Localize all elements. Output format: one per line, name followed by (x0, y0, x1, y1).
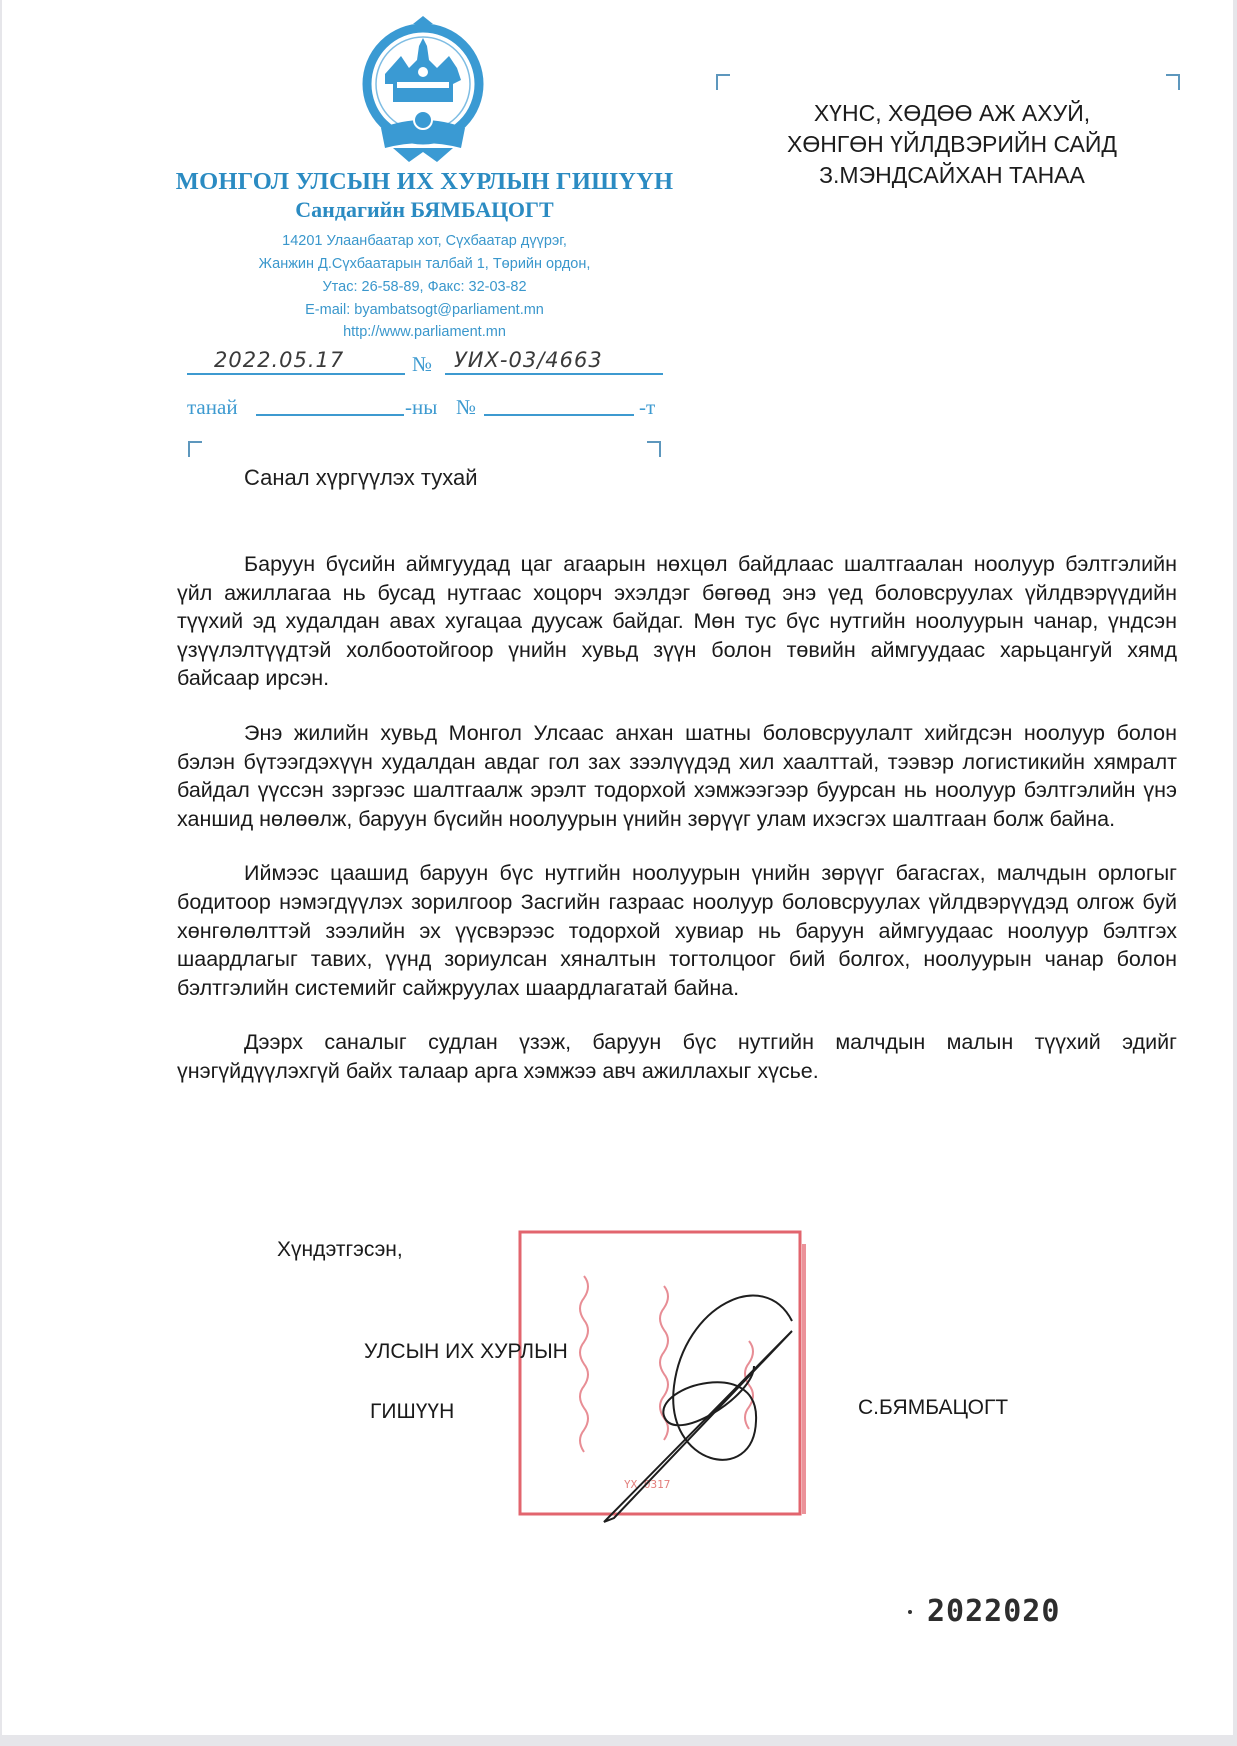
number-underline (445, 373, 663, 375)
outgoing-number: УИХ-03/4663 (454, 348, 603, 372)
address-line: Жанжин Д.Сүхбаатарын талбай 1, Төрийн ордон, (258, 256, 591, 272)
state-emblem-icon (357, 16, 489, 166)
closing-salutation: Хүндэтгэсэн, (277, 1238, 403, 1261)
letter-body (177, 550, 1177, 1112)
your-number-line (484, 414, 634, 416)
recipient-bracket-left (716, 74, 730, 90)
letter-page (2, 0, 1233, 1735)
address-line: 14201 Улаанбаатар хот, Сүхбаатар дүүрэг, (282, 233, 567, 249)
email-link[interactable]: E-mail: byambatsogt@parliament.mn (305, 302, 544, 318)
signer-title-line2: ГИШҮҮН (370, 1400, 455, 1423)
phone-fax: Утас: 26-58-89, Факс: 32-03-82 (322, 279, 527, 295)
body-paragraph: Баруун бүсийн аймгуудад цаг агаарын нөхцөл байдлаас шалтгаалан ноолуур бэлтгэлийн үйл ажиллагаа нь бусад нутгаас хоцорч эхэлдэг бөгөөд энэ үед боловсруулах үйлдвэрүүдийн түүхий эд худалдан авах хугацаа дуусаж байдаг. Мөн тус бүс нутгийн ноолуурын чанар, үндсэн үзүүлэлтүүдтэй холбоотойгоор үнийн хувьд зүүн болон төвийн аймгуудаас харьцангуй хямд байсаар ирсэн. (177, 552, 1177, 691)
your-date-line (256, 414, 404, 416)
recipient-line: ХӨНГӨН ҮЙЛДВЭРИЙН САЙД (786, 131, 1117, 157)
date-underline (187, 373, 405, 375)
body-paragraph: Дээрх саналыг судлан үзэж, баруун бүс нутгийн малчдын малын түүхий эдийг үнэгүйдүүлэхгүй байх талаар арга хэмжээ авч ажиллахыг хүсье. (177, 1030, 1177, 1083)
official-stamp-with-signature (514, 1226, 810, 1531)
signer-name: С.БЯМБАЦОГТ (858, 1396, 1009, 1419)
doc-number-dot (908, 1610, 912, 1614)
recipient-line: З.МЭНДСАЙХАН ТАНАА (819, 162, 1085, 188)
body-paragraph: Энэ жилийн хувьд Монгол Улсаас анхан шатны боловсруулалт хийгдсэн ноолуур болон бэлэн бүтээгдэхүүн худалдан авдаг гол зах зээлүүдэд хил хаалттай, тээвэр логистикийн хямралт байдал үүссэн зэргээс шалтгаалж эрэлт тодорхой хэмжээгээр буурсан нь ноолуур бэлтгэлийн үнэ ханшид нөлөөлж, баруун бүсийн ноолуурын үнийн зөрүүг улам ихэсгэх шалтгаан болж байна. (177, 720, 1177, 831)
recipient-block (702, 98, 1202, 191)
your-number-suffix: -т (639, 395, 656, 419)
your-ref-suffix: -ны (405, 395, 438, 419)
your-ref-label: танай (187, 395, 238, 419)
subject-bracket-left (188, 441, 202, 457)
signer-title-line1: УЛСЫН ИХ ХУРЛЫН (364, 1340, 568, 1363)
stamp-number: YX-0317 (624, 1478, 671, 1491)
member-name: Сандагийн БЯМБАЦОГТ (295, 197, 554, 222)
subject-bracket-right (647, 441, 661, 457)
outgoing-date: 2022.05.17 (214, 348, 345, 372)
recipient-bracket-right (1166, 74, 1180, 90)
recipient-line: ХҮНС, ХӨДӨӨ АЖ АХУЙ, (813, 100, 1091, 126)
your-number-sign: № (456, 395, 477, 419)
website-link[interactable]: http://www.parliament.mn (343, 324, 506, 340)
org-title: МОНГОЛ УЛСЫН ИХ ХУРЛЫН ГИШҮҮН (175, 168, 674, 195)
number-sign: № (412, 352, 433, 376)
letter-subject: Санал хүргүүлэх тухай (244, 465, 478, 490)
body-paragraph: Иймээс цаашид баруун бүс нутгийн ноолуурын үнийн зөрүүг багасгах, малчдын орлогыг бодитоор нэмэгдүүлэх зорилгоор Засгийн газраас ноолуур боловсруулах үйлдвэрүүдэд олгож буй хөнгөлөлттэй зээлийн эх үүсвэрээс тодорхой хувиар нь баруун аймгуудаас ноолуур бэлтгэх шаардлагыг тавих, үүнд зориулсан хяналтын тогтолцоог бий болгох, ноолуурын чанар болон бэлтгэлийн системийг сайжруулах шаардлагатай байна. (177, 861, 1177, 1000)
document-number: 2022020 (927, 1594, 1061, 1629)
